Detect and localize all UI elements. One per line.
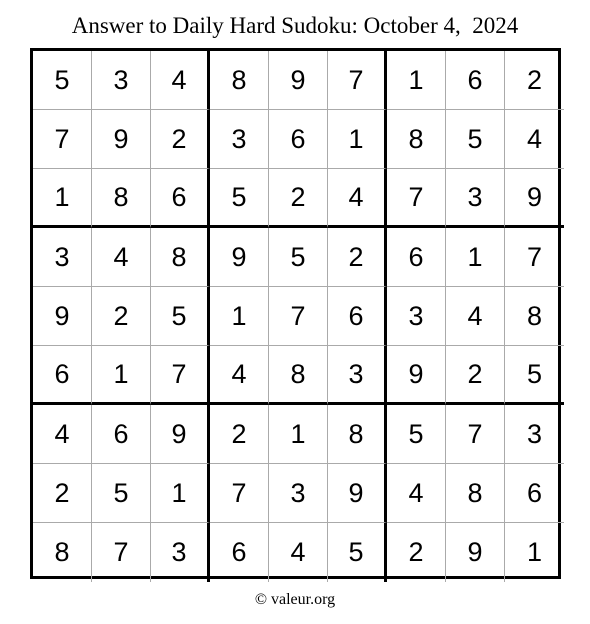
sudoku-cell-r8-c9: 6 bbox=[505, 464, 564, 523]
sudoku-cell-r9-c2: 7 bbox=[92, 523, 151, 582]
sudoku-cell-r6-c3: 7 bbox=[151, 346, 210, 405]
copyright-footer: © valeur.org bbox=[254, 591, 336, 608]
sudoku-cell-r3-c1: 1 bbox=[33, 169, 92, 228]
sudoku-cell-r7-c2: 6 bbox=[92, 405, 151, 464]
sudoku-cell-r4-c9: 7 bbox=[505, 228, 564, 287]
sudoku-cell-r3-c2: 8 bbox=[92, 169, 151, 228]
sudoku-cell-r7-c3: 9 bbox=[151, 405, 210, 464]
sudoku-cell-r1-c6: 7 bbox=[328, 51, 387, 110]
sudoku-cell-r3-c5: 2 bbox=[269, 169, 328, 228]
sudoku-cell-r1-c9: 2 bbox=[505, 51, 564, 110]
sudoku-cell-r2-c2: 9 bbox=[92, 110, 151, 169]
sudoku-cell-r6-c2: 1 bbox=[92, 346, 151, 405]
sudoku-cell-r2-c5: 6 bbox=[269, 110, 328, 169]
sudoku-cell-r7-c7: 5 bbox=[387, 405, 446, 464]
sudoku-board bbox=[30, 48, 561, 579]
sudoku-cell-r7-c5: 1 bbox=[269, 405, 328, 464]
sudoku-cell-r9-c6: 5 bbox=[328, 523, 387, 582]
sudoku-cell-r5-c7: 3 bbox=[387, 287, 446, 346]
sudoku-cell-r3-c3: 6 bbox=[151, 169, 210, 228]
sudoku-cell-r6-c5: 8 bbox=[269, 346, 328, 405]
sudoku-cell-r7-c1: 4 bbox=[33, 405, 92, 464]
sudoku-cell-r5-c3: 5 bbox=[151, 287, 210, 346]
sudoku-cell-r8-c2: 5 bbox=[92, 464, 151, 523]
sudoku-cell-r9-c5: 4 bbox=[269, 523, 328, 582]
sudoku-cell-r9-c9: 1 bbox=[526, 537, 543, 567]
sudoku-cell-r9-c3: 3 bbox=[151, 523, 210, 582]
sudoku-cell-r2-c8: 5 bbox=[446, 110, 505, 169]
sudoku-cell-r1-c2: 3 bbox=[92, 51, 151, 110]
sudoku-cell-r4-c5: 5 bbox=[269, 228, 328, 287]
sudoku-cell-r6-c8: 2 bbox=[446, 346, 505, 405]
sudoku-cell-r2-c3: 2 bbox=[151, 110, 210, 169]
sudoku-cell-r2-c6: 1 bbox=[328, 110, 387, 169]
sudoku-cell-r8-c4: 7 bbox=[210, 464, 269, 523]
sudoku-cell-r3-c8: 3 bbox=[446, 169, 505, 228]
sudoku-cell-r1-c3: 4 bbox=[151, 51, 210, 110]
puzzle-title: Answer to Daily Hard Sudoku: October 4, 2024 bbox=[71, 13, 519, 38]
sudoku-cell-r1-c7: 1 bbox=[387, 51, 446, 110]
sudoku-cell-r8-c5: 3 bbox=[269, 464, 328, 523]
sudoku-cell-r9-c8: 9 bbox=[446, 523, 505, 582]
sudoku-cell-r3-c4: 5 bbox=[210, 169, 269, 228]
sudoku-cell-r4-c3: 8 bbox=[151, 228, 210, 287]
sudoku-cell-r7-c9: 3 bbox=[505, 405, 564, 464]
sudoku-cell-r5-c9: 8 bbox=[505, 287, 564, 346]
sudoku-cell-r5-c5: 7 bbox=[269, 287, 328, 346]
sudoku-cell-r4-c8: 1 bbox=[446, 228, 505, 287]
sudoku-cell-r3-c7: 7 bbox=[387, 169, 446, 228]
sudoku-cell-r1-c4: 8 bbox=[210, 51, 269, 110]
sudoku-cell-r2-c7: 8 bbox=[387, 110, 446, 169]
sudoku-cell-r4-c4: 9 bbox=[210, 228, 269, 287]
sudoku-cell-r3-c9: 9 bbox=[505, 169, 564, 228]
sudoku-cell-r5-c8: 4 bbox=[446, 287, 505, 346]
sudoku-cell-r4-c6: 2 bbox=[328, 228, 387, 287]
sudoku-cell-r1-c8: 6 bbox=[446, 51, 505, 110]
sudoku-cell-r6-c1: 6 bbox=[33, 346, 92, 405]
sudoku-cell-r2-c1: 7 bbox=[33, 110, 92, 169]
sudoku-cell-r9-c7: 2 bbox=[387, 523, 446, 582]
sudoku-cell-r8-c3: 1 bbox=[151, 464, 210, 523]
sudoku-cell-r2-c4: 3 bbox=[210, 110, 269, 169]
sudoku-cell-r8-c1: 2 bbox=[33, 464, 92, 523]
sudoku-cell-r3-c6: 4 bbox=[328, 169, 387, 228]
sudoku-cell-r8-c8: 8 bbox=[446, 464, 505, 523]
sudoku-cell-r6-c6: 3 bbox=[328, 346, 387, 405]
sudoku-cell-r5-c6: 6 bbox=[328, 287, 387, 346]
sudoku-cell-r6-c4: 4 bbox=[210, 346, 269, 405]
sudoku-cell-r9-c4: 6 bbox=[210, 523, 269, 582]
sudoku-cell-r1-c5: 9 bbox=[269, 51, 328, 110]
sudoku-cell-r4-c2: 4 bbox=[92, 228, 151, 287]
sudoku-cell-r7-c4: 2 bbox=[210, 405, 269, 464]
sudoku-cell-r1-c1: 5 bbox=[33, 51, 92, 110]
sudoku-cell-r5-c2: 2 bbox=[92, 287, 151, 346]
sudoku-cell-r6-c9: 5 bbox=[505, 346, 564, 405]
sudoku-cell-r4-c7: 6 bbox=[387, 228, 446, 287]
sudoku-cell-r5-c1: 9 bbox=[33, 287, 92, 346]
sudoku-cell-r7-c8: 7 bbox=[446, 405, 505, 464]
sudoku-cell-r4-c1: 3 bbox=[33, 228, 92, 287]
sudoku-cell-r8-c6: 9 bbox=[328, 464, 387, 523]
sudoku-cell-r5-c4: 1 bbox=[210, 287, 269, 346]
sudoku-cell-r2-c9: 4 bbox=[505, 110, 564, 169]
sudoku-cell-r6-c7: 9 bbox=[387, 346, 446, 405]
sudoku-cell-r7-c6: 8 bbox=[328, 405, 387, 464]
sudoku-cell-r8-c7: 4 bbox=[387, 464, 446, 523]
sudoku-cell-r9-c1: 8 bbox=[33, 523, 92, 582]
